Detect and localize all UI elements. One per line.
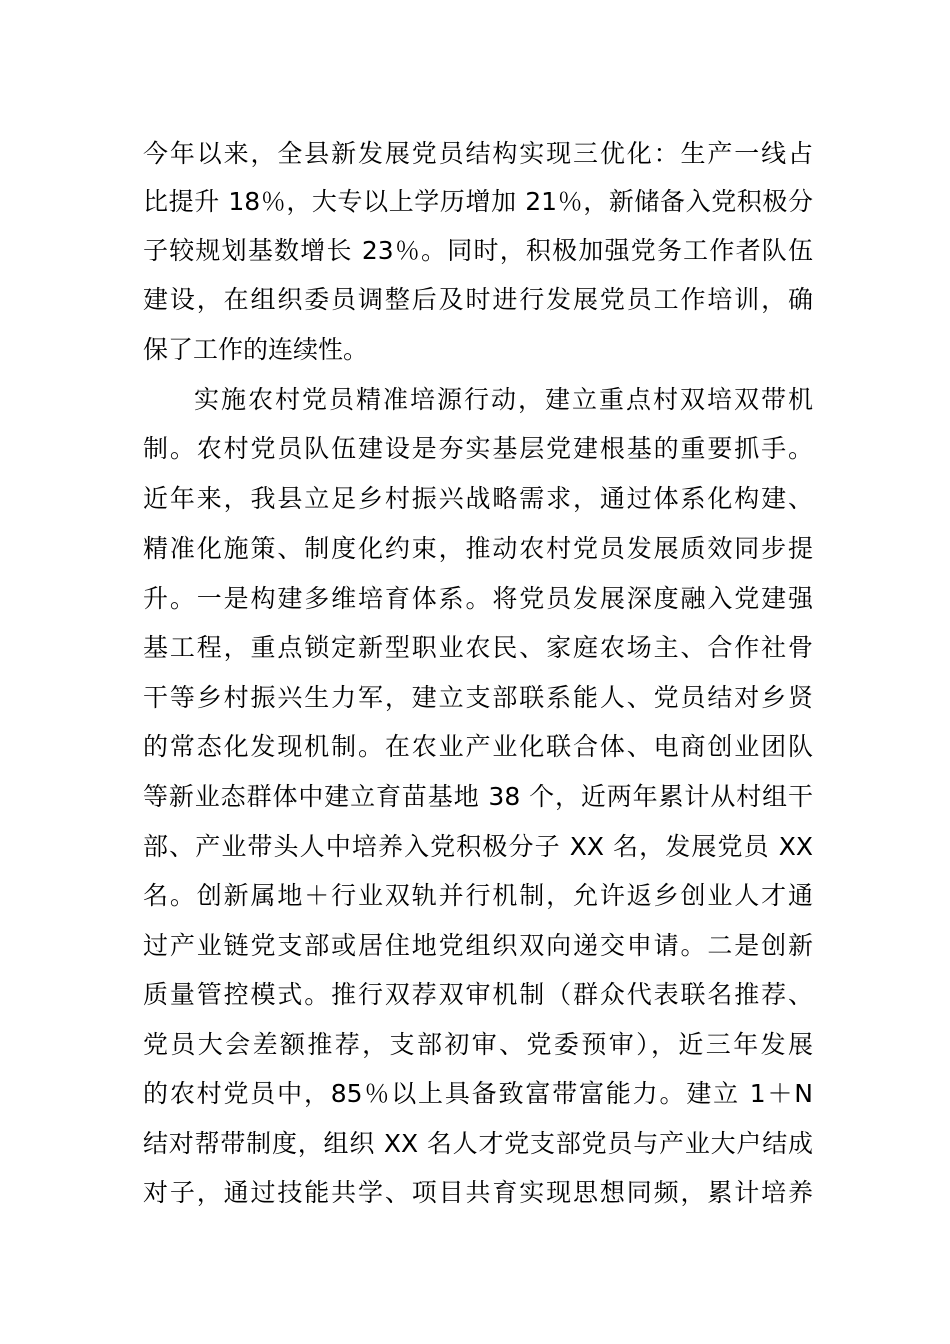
text-line: 近年来，我县立足乡村振兴战略需求，通过体系化构建、	[143, 484, 813, 513]
text-line: 升。一是构建多维培育体系。将党员发展深度融入党建强	[143, 584, 813, 613]
text-line: 保了工作的连续性。	[143, 335, 369, 364]
text-line: 实施农村党员精准培源行动，建立重点村双培双带机	[194, 385, 813, 414]
text-line: 比提升 18％，大专以上学历增加 21％，新储备入党积极分	[143, 187, 813, 216]
text-line: 基工程，重点锁定新型职业农民、家庭农场主、合作社骨	[143, 633, 813, 662]
text-line: 制。农村党员队伍建设是夯实基层党建根基的重要抓手。	[143, 434, 813, 463]
text-line: 结对帮带制度，组织 XX 名人才党支部党员与产业大户结成	[143, 1129, 813, 1158]
text-line: 名。创新属地＋行业双轨并行机制，允许返乡创业人才通	[143, 881, 813, 910]
text-line: 质量管控模式。推行双荐双审机制（群众代表联名推荐、	[143, 980, 813, 1009]
text-line: 部、产业带头人中培养入党积极分子 XX 名，发展党员 XX	[143, 832, 813, 861]
text-line: 的农村党员中，85％以上具备致富带富能力。建立 1＋N	[143, 1079, 813, 1108]
text-line: 建设，在组织委员调整后及时进行发展党员工作培训，确	[143, 285, 813, 314]
text-line: 今年以来，全县新发展党员结构实现三优化：生产一线占	[143, 139, 813, 168]
text-line: 等新业态群体中建立育苗基地 38 个，近两年累计从村组干	[143, 782, 813, 811]
text-line: 对子，通过技能共学、项目共育实现思想同频，累计培养	[143, 1178, 813, 1207]
text-line: 子较规划基数增长 23％。同时，积极加强党务工作者队伍	[143, 236, 813, 265]
text-line: 过产业链党支部或居住地党组织双向递交申请。二是创新	[143, 931, 813, 960]
text-line: 的常态化发现机制。在农业产业化联合体、电商创业团队	[143, 732, 813, 761]
text-line: 干等乡村振兴生力军，建立支部联系能人、党员结对乡贤	[143, 683, 813, 712]
text-line: 精准化施策、制度化约束，推动农村党员发展质效同步提	[143, 534, 813, 563]
text-line: 党员大会差额推荐，支部初审、党委预审），近三年发展	[143, 1030, 813, 1059]
